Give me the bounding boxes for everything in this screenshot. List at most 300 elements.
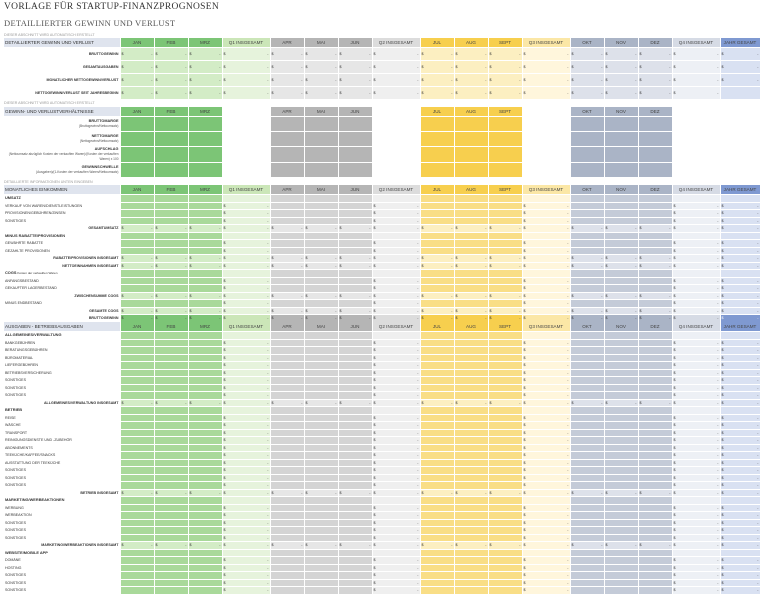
value-cell[interactable] — [420, 474, 454, 482]
value-cell[interactable] — [638, 354, 672, 362]
value-cell[interactable]: $ - — [223, 203, 269, 208]
value-cell[interactable] — [188, 347, 222, 355]
value-cell[interactable]: $ - — [721, 490, 759, 495]
value-cell[interactable] — [154, 270, 188, 278]
value-cell[interactable] — [570, 437, 604, 445]
value-cell[interactable] — [188, 285, 222, 293]
value-cell[interactable]: $ - — [121, 400, 153, 405]
value-cell[interactable] — [488, 557, 522, 565]
value-cell[interactable] — [304, 332, 338, 340]
value-cell[interactable]: $ - — [720, 48, 760, 61]
value-cell[interactable]: $ - — [523, 308, 569, 313]
value-cell[interactable] — [638, 422, 672, 430]
value-cell[interactable] — [604, 270, 638, 278]
value-cell[interactable] — [188, 414, 222, 422]
value-cell[interactable] — [120, 587, 154, 595]
value-cell[interactable] — [488, 452, 522, 460]
value-cell[interactable] — [154, 384, 188, 392]
value-cell[interactable] — [372, 549, 420, 557]
value-cell[interactable] — [154, 392, 188, 400]
value-cell[interactable]: $ - — [721, 400, 759, 405]
value-cell[interactable]: $ - — [455, 543, 487, 547]
value-cell[interactable]: $ - — [155, 308, 187, 313]
value-cell[interactable] — [638, 217, 672, 225]
value-cell[interactable] — [638, 429, 672, 437]
value-cell[interactable] — [604, 579, 638, 587]
value-cell[interactable] — [120, 277, 154, 285]
value-cell[interactable]: $ - — [373, 483, 419, 487]
value-cell[interactable] — [304, 579, 338, 587]
value-cell[interactable]: $ - — [673, 528, 719, 532]
value-cell[interactable] — [154, 414, 188, 422]
value-cell[interactable]: $ - — [121, 316, 153, 320]
value-cell[interactable]: $ - — [223, 490, 269, 495]
value-cell[interactable] — [420, 232, 454, 240]
value-cell[interactable] — [338, 217, 372, 225]
value-cell[interactable] — [454, 377, 488, 385]
value-cell[interactable] — [188, 557, 222, 565]
value-cell[interactable] — [604, 422, 638, 430]
value-cell[interactable] — [154, 202, 188, 210]
value-cell[interactable] — [488, 407, 522, 415]
value-cell[interactable] — [270, 407, 304, 415]
value-cell[interactable]: $ - — [523, 256, 569, 260]
value-cell[interactable]: $ - — [488, 74, 522, 87]
value-cell[interactable]: $ - — [523, 301, 569, 305]
value-cell[interactable] — [570, 202, 604, 210]
value-cell[interactable] — [270, 354, 304, 362]
value-cell[interactable] — [604, 247, 638, 255]
value-cell[interactable] — [188, 270, 222, 278]
value-cell[interactable] — [638, 482, 672, 490]
value-cell[interactable]: $ - — [373, 528, 419, 532]
value-cell[interactable]: $ - — [271, 226, 303, 230]
value-cell[interactable]: $ - — [673, 423, 719, 427]
value-cell[interactable]: $ - — [373, 263, 419, 268]
value-cell[interactable] — [154, 377, 188, 385]
value-cell[interactable] — [188, 444, 222, 452]
value-cell[interactable] — [188, 202, 222, 210]
value-cell[interactable]: $ - — [673, 203, 719, 208]
value-cell[interactable] — [270, 332, 304, 340]
value-cell[interactable] — [488, 202, 522, 210]
value-cell[interactable]: $ - — [523, 438, 569, 442]
value-cell[interactable] — [188, 459, 222, 467]
value-cell[interactable] — [154, 332, 188, 340]
value-cell[interactable]: $ - — [189, 308, 221, 313]
value-cell[interactable] — [604, 444, 638, 452]
value-cell[interactable] — [188, 392, 222, 400]
value-cell[interactable] — [638, 362, 672, 370]
value-cell[interactable] — [338, 195, 372, 203]
value-cell[interactable] — [154, 572, 188, 580]
value-cell[interactable] — [304, 534, 338, 542]
value-cell[interactable] — [638, 467, 672, 475]
value-cell[interactable]: $ - — [223, 293, 269, 298]
value-cell[interactable]: $ - — [639, 308, 671, 313]
value-cell[interactable] — [454, 339, 488, 347]
value-cell[interactable] — [454, 195, 488, 203]
value-cell[interactable] — [488, 572, 522, 580]
value-cell[interactable]: $ - — [339, 543, 371, 547]
value-cell[interactable] — [154, 459, 188, 467]
value-cell[interactable]: $ - — [339, 256, 371, 260]
value-cell[interactable]: $ - — [639, 400, 671, 405]
value-cell[interactable] — [604, 285, 638, 293]
value-cell[interactable] — [338, 377, 372, 385]
value-cell[interactable]: $ - — [338, 61, 372, 74]
value-cell[interactable] — [304, 240, 338, 248]
value-cell[interactable] — [604, 587, 638, 595]
value-cell[interactable]: $ - — [155, 543, 187, 547]
value-cell[interactable] — [638, 392, 672, 400]
value-cell[interactable] — [338, 332, 372, 340]
value-cell[interactable]: $ - — [373, 203, 419, 208]
value-cell[interactable]: $ - — [223, 468, 269, 472]
value-cell[interactable]: $ - — [489, 226, 521, 230]
value-cell[interactable]: $ - — [523, 241, 569, 245]
value-cell[interactable] — [120, 564, 154, 572]
value-cell[interactable] — [120, 429, 154, 437]
value-cell[interactable] — [270, 474, 304, 482]
value-cell[interactable] — [604, 512, 638, 520]
value-cell[interactable] — [188, 429, 222, 437]
value-cell[interactable] — [488, 414, 522, 422]
value-cell[interactable] — [488, 564, 522, 572]
value-cell[interactable]: $ - — [672, 74, 720, 87]
value-cell[interactable] — [454, 300, 488, 308]
value-cell[interactable]: $ - — [271, 256, 303, 260]
value-cell[interactable] — [338, 527, 372, 535]
value-cell[interactable] — [488, 467, 522, 475]
value-cell[interactable] — [488, 347, 522, 355]
value-cell[interactable]: $ - — [721, 430, 759, 435]
value-cell[interactable] — [454, 467, 488, 475]
value-cell[interactable]: $ - — [605, 293, 637, 298]
value-cell[interactable] — [188, 210, 222, 218]
value-cell[interactable]: $ - — [721, 378, 759, 382]
value-cell[interactable] — [604, 392, 638, 400]
value-cell[interactable]: $ - — [721, 528, 759, 532]
value-cell[interactable]: $ - — [373, 475, 419, 480]
value-cell[interactable] — [270, 377, 304, 385]
value-cell[interactable]: $ - — [420, 87, 454, 100]
value-cell[interactable]: $ - — [523, 558, 569, 562]
value-cell[interactable] — [454, 527, 488, 535]
value-cell[interactable] — [720, 232, 760, 240]
value-cell[interactable] — [454, 270, 488, 278]
value-cell[interactable] — [488, 377, 522, 385]
value-cell[interactable] — [522, 232, 570, 240]
value-cell[interactable]: $ - — [571, 263, 603, 268]
value-cell[interactable] — [120, 407, 154, 415]
value-cell[interactable]: $ - — [673, 308, 719, 313]
value-cell[interactable] — [638, 247, 672, 255]
value-cell[interactable]: $ - — [639, 316, 671, 320]
value-cell[interactable]: $ - — [489, 400, 521, 405]
value-cell[interactable]: $ - — [188, 61, 222, 74]
value-cell[interactable]: $ - — [223, 460, 269, 465]
value-cell[interactable] — [638, 437, 672, 445]
value-cell[interactable] — [120, 362, 154, 370]
value-cell[interactable]: $ - — [223, 286, 269, 290]
value-cell[interactable] — [454, 459, 488, 467]
value-cell[interactable] — [120, 285, 154, 293]
value-cell[interactable]: $ - — [605, 400, 637, 405]
value-cell[interactable] — [270, 579, 304, 587]
value-cell[interactable] — [420, 300, 454, 308]
value-cell[interactable] — [120, 549, 154, 557]
value-cell[interactable]: $ - — [721, 513, 759, 517]
value-cell[interactable]: $ - — [373, 415, 419, 420]
value-cell[interactable]: $ - — [721, 385, 759, 390]
value-cell[interactable]: $ - — [523, 505, 569, 510]
value-cell[interactable]: $ - — [523, 400, 569, 405]
value-cell[interactable] — [270, 467, 304, 475]
value-cell[interactable] — [488, 332, 522, 340]
value-cell[interactable] — [454, 210, 488, 218]
value-cell[interactable] — [120, 210, 154, 218]
value-cell[interactable] — [338, 497, 372, 505]
value-cell[interactable]: $ - — [721, 293, 759, 298]
value-cell[interactable] — [338, 210, 372, 218]
value-cell[interactable] — [720, 497, 760, 505]
value-cell[interactable]: $ - — [121, 263, 153, 268]
value-cell[interactable]: $ - — [223, 588, 269, 592]
value-cell[interactable]: $ - — [721, 340, 759, 345]
value-cell[interactable]: $ - — [270, 87, 304, 100]
value-cell[interactable] — [522, 549, 570, 557]
value-cell[interactable]: $ - — [673, 573, 719, 577]
value-cell[interactable]: $ - — [455, 256, 487, 260]
value-cell[interactable] — [454, 277, 488, 285]
value-cell[interactable] — [154, 240, 188, 248]
value-cell[interactable] — [120, 240, 154, 248]
value-cell[interactable] — [604, 549, 638, 557]
value-cell[interactable]: $ - — [673, 226, 719, 230]
value-cell[interactable]: $ - — [673, 490, 719, 495]
value-cell[interactable]: $ - — [223, 226, 269, 230]
value-cell[interactable] — [188, 534, 222, 542]
value-cell[interactable]: $ - — [721, 535, 759, 540]
value-cell[interactable]: $ - — [338, 74, 372, 87]
value-cell[interactable] — [188, 482, 222, 490]
value-cell[interactable]: $ - — [721, 468, 759, 472]
value-cell[interactable] — [154, 429, 188, 437]
value-cell[interactable] — [222, 549, 270, 557]
value-cell[interactable]: $ - — [223, 445, 269, 450]
value-cell[interactable] — [570, 512, 604, 520]
value-cell[interactable]: $ - — [523, 565, 569, 570]
value-cell[interactable]: $ - — [188, 74, 222, 87]
value-cell[interactable]: $ - — [373, 580, 419, 585]
value-cell[interactable]: $ - — [523, 363, 569, 367]
value-cell[interactable] — [420, 519, 454, 527]
value-cell[interactable] — [120, 202, 154, 210]
value-cell[interactable] — [604, 354, 638, 362]
value-cell[interactable]: $ - — [420, 74, 454, 87]
value-cell[interactable]: $ - — [673, 543, 719, 547]
value-cell[interactable] — [338, 452, 372, 460]
value-cell[interactable] — [338, 414, 372, 422]
value-cell[interactable] — [570, 557, 604, 565]
value-cell[interactable]: $ - — [721, 580, 759, 585]
value-cell[interactable] — [372, 270, 420, 278]
value-cell[interactable] — [420, 347, 454, 355]
value-cell[interactable] — [188, 377, 222, 385]
value-cell[interactable] — [338, 277, 372, 285]
value-cell[interactable] — [604, 429, 638, 437]
value-cell[interactable]: $ - — [523, 370, 569, 375]
value-cell[interactable] — [604, 437, 638, 445]
value-cell[interactable] — [120, 300, 154, 308]
value-cell[interactable] — [454, 414, 488, 422]
value-cell[interactable] — [120, 217, 154, 225]
value-cell[interactable] — [420, 452, 454, 460]
value-cell[interactable] — [154, 474, 188, 482]
value-cell[interactable]: $ - — [339, 308, 371, 313]
value-cell[interactable] — [420, 202, 454, 210]
value-cell[interactable]: $ - — [673, 385, 719, 390]
value-cell[interactable]: $ - — [523, 393, 569, 397]
value-cell[interactable]: $ - — [223, 453, 269, 457]
value-cell[interactable] — [270, 347, 304, 355]
value-cell[interactable]: $ - — [523, 580, 569, 585]
value-cell[interactable]: $ - — [639, 543, 671, 547]
value-cell[interactable] — [304, 210, 338, 218]
value-cell[interactable] — [454, 444, 488, 452]
value-cell[interactable] — [522, 270, 570, 278]
value-cell[interactable]: $ - — [421, 316, 453, 320]
value-cell[interactable]: $ - — [223, 363, 269, 367]
value-cell[interactable] — [604, 527, 638, 535]
value-cell[interactable]: $ - — [721, 256, 759, 260]
value-cell[interactable]: $ - — [271, 293, 303, 298]
value-cell[interactable] — [454, 247, 488, 255]
value-cell[interactable] — [638, 232, 672, 240]
value-cell[interactable]: $ - — [223, 248, 269, 253]
value-cell[interactable] — [304, 202, 338, 210]
value-cell[interactable] — [188, 467, 222, 475]
value-cell[interactable]: $ - — [489, 293, 521, 298]
value-cell[interactable]: $ - — [673, 535, 719, 540]
value-cell[interactable] — [638, 587, 672, 595]
value-cell[interactable] — [638, 512, 672, 520]
value-cell[interactable]: $ - — [155, 316, 187, 320]
value-cell[interactable] — [454, 452, 488, 460]
value-cell[interactable] — [304, 527, 338, 535]
value-cell[interactable] — [488, 527, 522, 535]
value-cell[interactable]: $ - — [372, 48, 420, 61]
value-cell[interactable] — [188, 369, 222, 377]
value-cell[interactable]: $ - — [155, 293, 187, 298]
value-cell[interactable] — [188, 232, 222, 240]
value-cell[interactable] — [570, 300, 604, 308]
value-cell[interactable]: $ - — [523, 460, 569, 465]
value-cell[interactable] — [420, 534, 454, 542]
value-cell[interactable]: $ - — [188, 87, 222, 100]
value-cell[interactable]: $ - — [673, 445, 719, 450]
value-cell[interactable]: $ - — [488, 87, 522, 100]
value-cell[interactable]: $ - — [605, 543, 637, 547]
value-cell[interactable] — [570, 407, 604, 415]
value-cell[interactable] — [488, 300, 522, 308]
value-cell[interactable] — [304, 232, 338, 240]
value-cell[interactable] — [522, 195, 570, 203]
value-cell[interactable]: $ - — [523, 218, 569, 223]
value-cell[interactable]: $ - — [523, 286, 569, 290]
value-cell[interactable] — [638, 579, 672, 587]
value-cell[interactable] — [338, 564, 372, 572]
value-cell[interactable] — [420, 392, 454, 400]
value-cell[interactable] — [420, 270, 454, 278]
value-cell[interactable]: $ - — [673, 218, 719, 223]
value-cell[interactable]: $ - — [721, 483, 759, 487]
value-cell[interactable]: $ - — [522, 87, 570, 100]
value-cell[interactable]: $ - — [271, 543, 303, 547]
value-cell[interactable] — [420, 332, 454, 340]
value-cell[interactable] — [338, 504, 372, 512]
value-cell[interactable] — [488, 549, 522, 557]
value-cell[interactable] — [488, 270, 522, 278]
value-cell[interactable] — [420, 339, 454, 347]
value-cell[interactable] — [188, 519, 222, 527]
value-cell[interactable] — [304, 369, 338, 377]
value-cell[interactable]: $ - — [523, 445, 569, 450]
value-cell[interactable]: $ - — [373, 513, 419, 517]
value-cell[interactable] — [188, 407, 222, 415]
value-cell[interactable] — [638, 497, 672, 505]
value-cell[interactable] — [570, 504, 604, 512]
value-cell[interactable] — [488, 482, 522, 490]
value-cell[interactable]: $ - — [223, 393, 269, 397]
value-cell[interactable] — [304, 459, 338, 467]
value-cell[interactable] — [420, 384, 454, 392]
value-cell[interactable] — [304, 497, 338, 505]
value-cell[interactable]: $ - — [523, 316, 569, 320]
value-cell[interactable]: $ - — [373, 241, 419, 245]
value-cell[interactable] — [454, 557, 488, 565]
value-cell[interactable] — [454, 217, 488, 225]
value-cell[interactable]: $ - — [223, 528, 269, 532]
value-cell[interactable]: $ - — [673, 400, 719, 405]
value-cell[interactable]: $ - — [223, 308, 269, 313]
value-cell[interactable] — [304, 512, 338, 520]
value-cell[interactable] — [570, 444, 604, 452]
value-cell[interactable] — [672, 549, 720, 557]
value-cell[interactable]: $ - — [188, 48, 222, 61]
value-cell[interactable] — [570, 217, 604, 225]
value-cell[interactable]: $ - — [373, 355, 419, 360]
value-cell[interactable]: $ - — [638, 87, 672, 100]
value-cell[interactable] — [270, 195, 304, 203]
value-cell[interactable] — [120, 332, 154, 340]
value-cell[interactable] — [570, 414, 604, 422]
value-cell[interactable] — [522, 497, 570, 505]
value-cell[interactable]: $ - — [523, 535, 569, 540]
value-cell[interactable] — [120, 459, 154, 467]
value-cell[interactable] — [304, 564, 338, 572]
value-cell[interactable] — [154, 549, 188, 557]
value-cell[interactable] — [488, 534, 522, 542]
value-cell[interactable]: $ - — [339, 400, 371, 405]
value-cell[interactable] — [638, 210, 672, 218]
value-cell[interactable]: $ - — [523, 378, 569, 382]
value-cell[interactable] — [604, 369, 638, 377]
value-cell[interactable] — [188, 354, 222, 362]
value-cell[interactable] — [270, 429, 304, 437]
value-cell[interactable]: $ - — [522, 48, 570, 61]
